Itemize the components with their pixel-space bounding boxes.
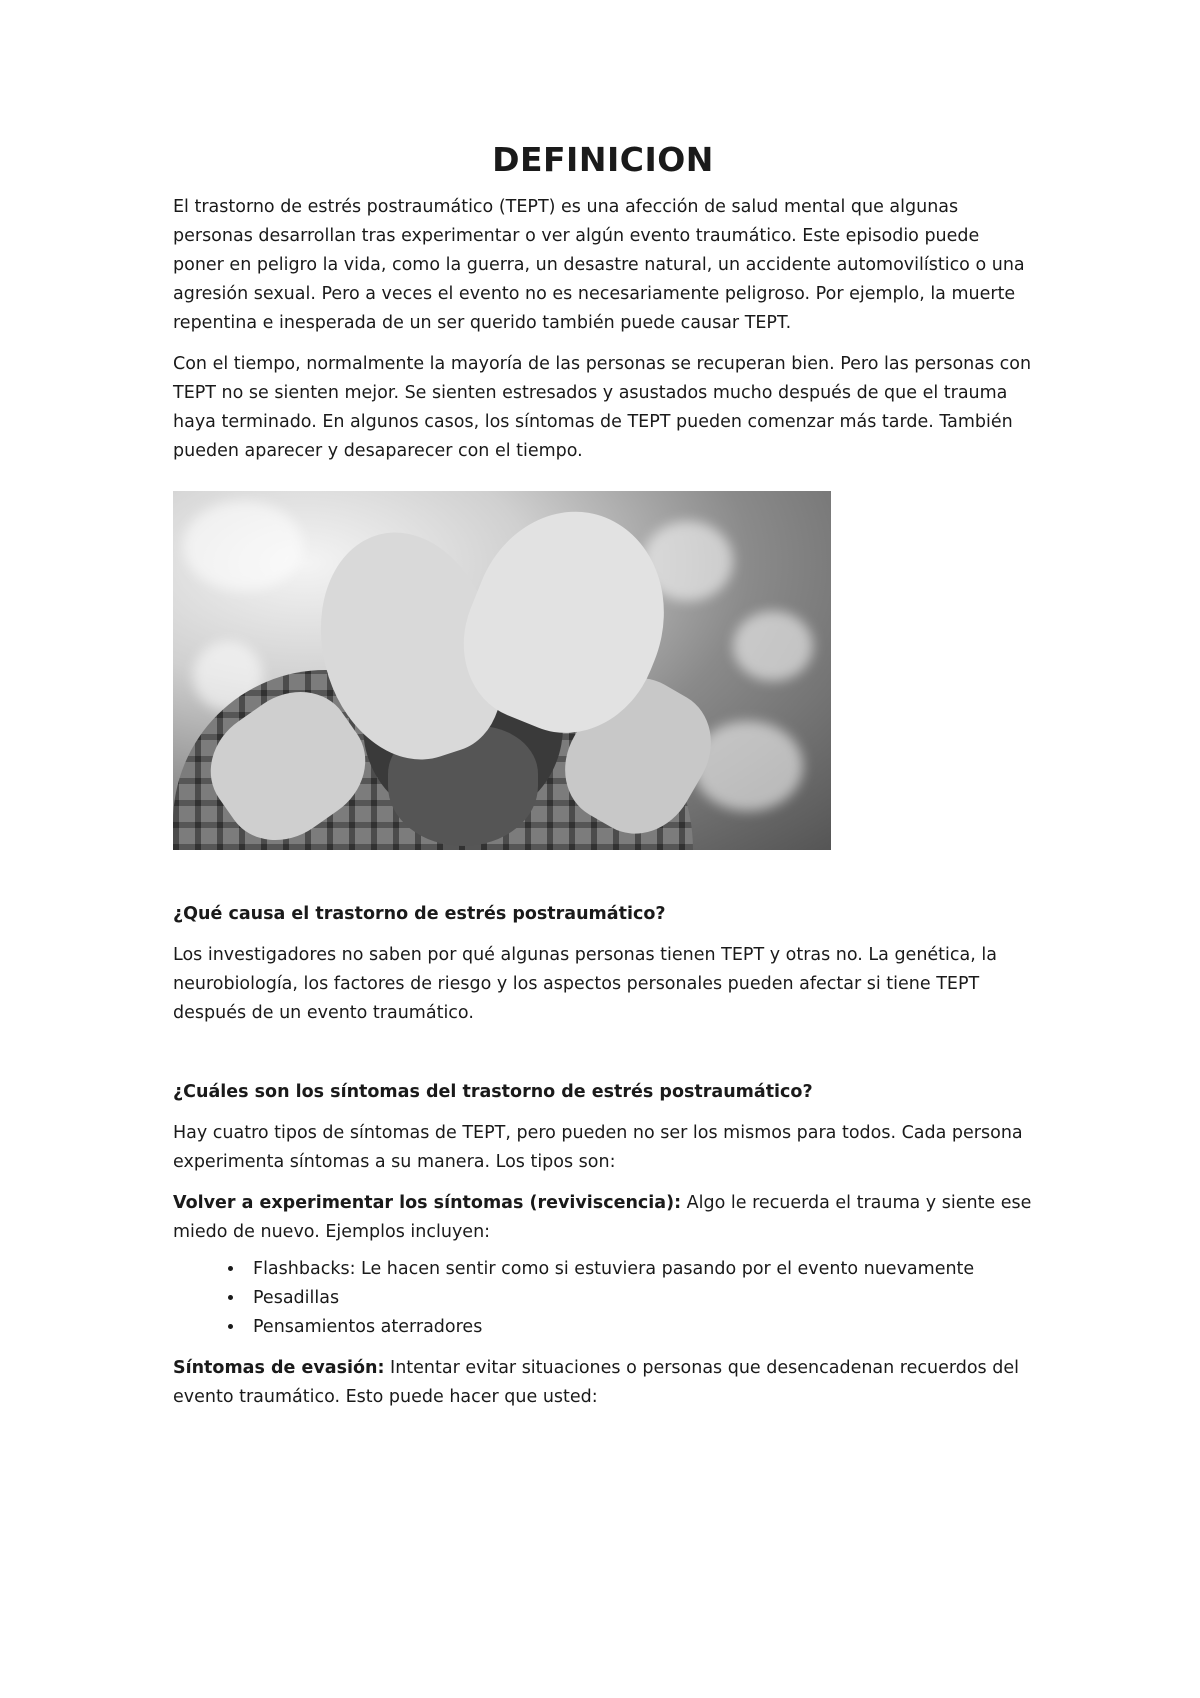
reexperience-list: [173, 1255, 1033, 1342]
avoidance-paragraph: [173, 1354, 1033, 1412]
avoidance-text: Intentar evitar situaciones o personas que desencadenan recuerdos del evento traumático. Esto puede hacer que usted:: [173, 1358, 1019, 1407]
reexperience-paragraph: [173, 1189, 1033, 1247]
causes-heading: ¿Qué causa el trastorno de estrés postraumático?: [173, 904, 666, 924]
symptoms-paragraph: Hay cuatro tipos de síntomas de TEPT, pero pueden no ser los mismos para todos. Cada persona experimenta síntomas a su manera. Los tipos son:: [173, 1123, 1023, 1172]
list-item: • Pensamientos aterradores: [245, 1313, 1033, 1342]
reexperience-label: Volver a experimentar los síntomas (reviviscencia):: [173, 1193, 682, 1213]
document-content: [173, 140, 1033, 1412]
list-item: • Pesadillas: [245, 1284, 1033, 1313]
page-title: DEFINICION: [492, 140, 714, 179]
distressed-person-photo: [173, 491, 831, 850]
intro-paragraph-1: El trastorno de estrés postraumático (TEPT) es una afección de salud mental que algunas personas desarrollan tras experimentar o ver algún evento traumático. Este episodio puede poner en peligro la vida, como la guerra, un desastre natural, un accidente automovilístico o una agresión sexual. Pero a veces el evento no es necesariamente peligroso. Por ejemplo, la muerte repentina e inesperada de un ser querido también puede causar TEPT.: [173, 197, 1025, 333]
reexperience-text: Algo le recuerda el trauma y siente ese miedo de nuevo. Ejemplos incluyen:: [173, 1193, 1032, 1242]
list-item: • Flashbacks: Le hacen sentir como si estuviera pasando por el evento nuevamente: [245, 1255, 1033, 1284]
causes-paragraph: Los investigadores no saben por qué algunas personas tienen TEPT y otras no. La genética, la neurobiología, los factores de riesgo y los aspectos personales pueden afectar si tiene TEPT después de un evento traumático.: [173, 945, 997, 1023]
intro-paragraph-2: Con el tiempo, normalmente la mayoría de las personas se recuperan bien. Pero las personas con TEPT no se sienten mejor. Se sienten estresados y asustados mucho después de que el trauma haya terminado. En algunos casos, los síntomas de TEPT pueden comenzar más tarde. También pueden aparecer y desaparecer con el tiempo.: [173, 354, 1032, 461]
symptoms-heading: ¿Cuáles son los síntomas del trastorno de estrés postraumático?: [173, 1082, 813, 1102]
avoidance-label: Síntomas de evasión:: [173, 1358, 385, 1378]
